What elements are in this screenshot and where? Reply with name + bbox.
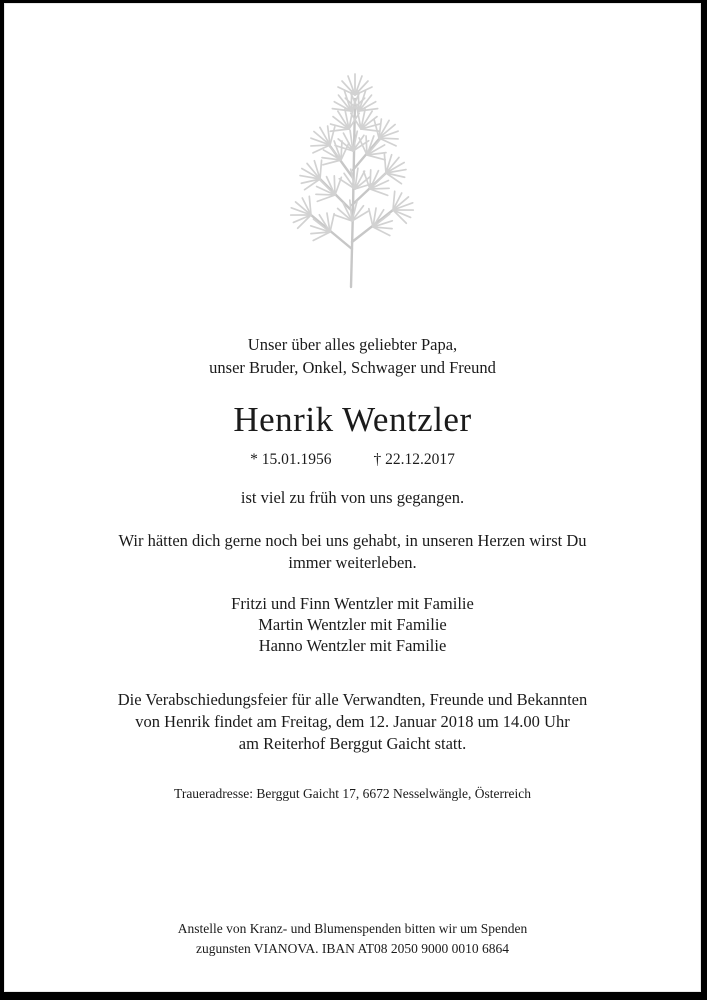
mourners-list — [4, 593, 701, 656]
mourning-address: Traueradresse: Berggut Gaicht 17, 6672 Nesselwängle, Österreich — [174, 786, 531, 801]
intro-line-2: unser Bruder, Onkel, Schwager und Freund — [209, 358, 496, 377]
death-date: † 22.12.2017 — [373, 451, 455, 468]
donation-line-2: zugunsten VIANOVA. IBAN AT08 2050 9000 0010 6864 — [196, 941, 509, 956]
mourner-name: Fritzi und Finn Wentzler mit Familie — [231, 594, 474, 613]
mourner-name: Martin Wentzler mit Familie — [258, 615, 447, 634]
life-dates — [4, 451, 701, 469]
ceremony-text — [4, 689, 701, 755]
passing-line: ist viel zu früh von uns gegangen. — [240, 488, 465, 507]
obituary-card — [4, 3, 701, 992]
branch-illustration — [4, 59, 701, 289]
donation-line-1: Anstelle von Kranz- und Blumenspenden bitten wir um Spenden — [177, 921, 528, 936]
tribute-line-2: immer weiterleben. — [288, 553, 417, 572]
intro-line-1: Unser über alles geliebter Papa, — [247, 335, 458, 354]
tribute-line-1: Wir hätten dich gerne noch bei uns gehabt, in unseren Herzen wirst Du — [118, 531, 587, 550]
deceased-name: Henrik Wentzler — [233, 400, 472, 439]
donation-note — [4, 919, 701, 959]
intro-text — [4, 333, 701, 379]
pine-branch-icon — [273, 59, 433, 289]
mourner-name: Hanno Wentzler mit Familie — [258, 636, 447, 655]
birth-date: * 15.01.1956 — [250, 451, 332, 468]
ceremony-line-1: Die Verabschiedungsfeier für alle Verwandten, Freunde und Bekannten — [117, 690, 588, 709]
tribute-text — [4, 530, 701, 574]
ceremony-line-3: am Reiterhof Berggut Gaicht statt. — [238, 734, 467, 753]
ceremony-line-2: von Henrik findet am Freitag, dem 12. Januar 2018 um 14.00 Uhr — [135, 712, 570, 731]
